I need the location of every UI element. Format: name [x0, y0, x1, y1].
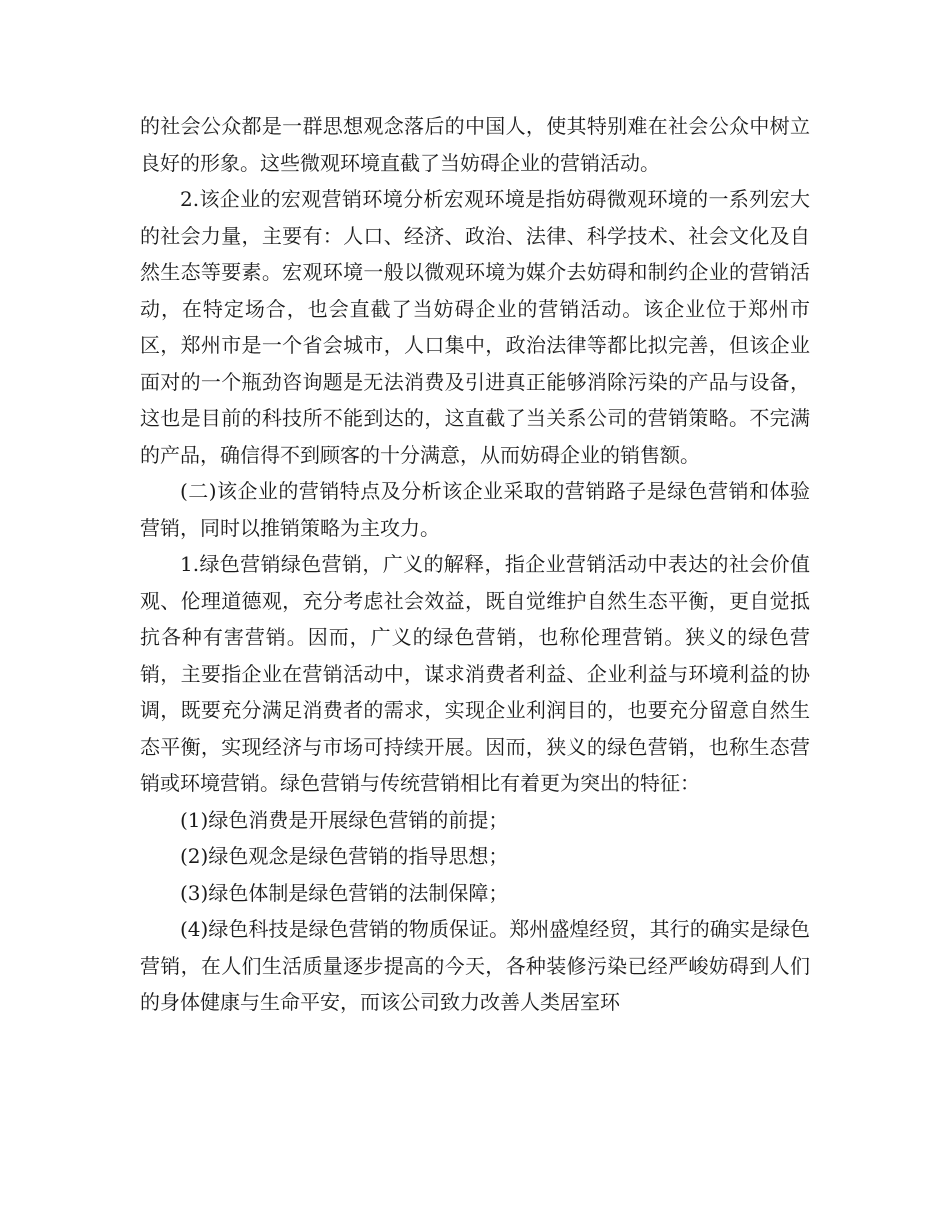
paragraph-4: 1.绿色营销绿色营销，广义的解释，指企业营销活动中表达的社会价值观、伦理道德观，充分考虑社会效益，既自觉维护自然生态平衡，更自觉抵抗各种有害营销。因而，广义的绿色营销，也称伦理营销。狭义的绿色营销，主要指企业在营销活动中，谋求消费者利益、企业利益与环境利益的协调，既要充分满足消费者的需求，实现企业利润目的，也要充分留意自然生态平衡，实现经济与市场可持续开展。因而，狭义的绿色营销，也称生态营销或环境营销。绿色营销与传统营销相比有着更为突出的特征：	[140, 552, 810, 795]
document-page	[140, 108, 810, 1021]
list-item-3: (3)绿色体制是绿色营销的法制保障；	[180, 880, 509, 905]
paragraph-1: 的社会公众都是一群思想观念落后的中国人，使其特别难在社会公众中树立良好的形象。这些微观环境直截了当妨碍企业的营销活动。	[140, 114, 810, 175]
list-item-1: (1)绿色消费是开展绿色营销的前提；	[180, 807, 509, 832]
list-item-2: (2)绿色观念是绿色营销的指导思想；	[180, 844, 509, 868]
paragraph-3: (二)该企业的营销特点及分析该企业采取的营销路子是绿色营销和体验营销，同时以推销策略为主攻力。	[140, 479, 810, 540]
paragraph-2: 2.该企业的宏观营销环境分析宏观环境是指妨碍微观环境的一系列宏大的社会力量，主要有：人口、经济、政治、法律、科学技术、社会文化及自然生态等要素。宏观环境一般以微观环境为媒介去妨碍和制约企业的营销活动，在特定场合，也会直截了当妨碍企业的营销活动。该企业位于郑州市区，郑州市是一个省会城市，人口集中，政治法律等都比拟完善，但该企业面对的一个瓶劲咨询题是无法消费及引进真正能够消除污染的产品与设备，这也是目前的科技所不能到达的，这直截了当关系公司的营销策略。不完满的产品，确信得不到顾客的十分满意，从而妨碍企业的销售额。	[140, 187, 810, 467]
paragraph-5: (4)绿色科技是绿色营销的物质保证。郑州盛煌经贸，其行的确实是绿色营销，在人们生活质量逐步提高的今天，各种装修污染已经严峻妨碍到人们的身体健康与生命平安，而该公司致力改善人类居室环	[140, 917, 810, 1014]
